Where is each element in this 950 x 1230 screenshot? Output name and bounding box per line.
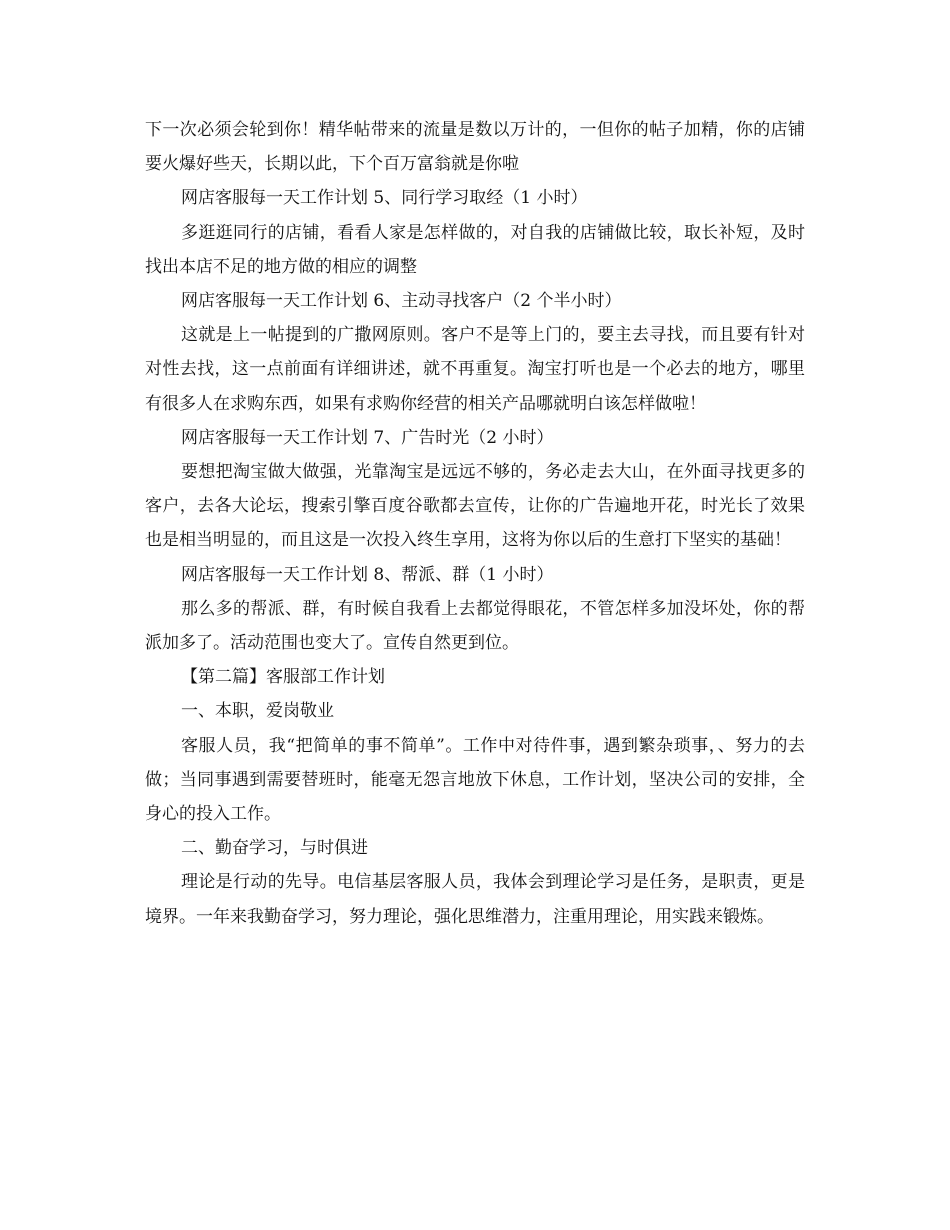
paragraph-continuation: 下一次必须会轮到你！精华帖带来的流量是数以万计的，一但你的帖子加精，你的店铺要火爆好些天，长期以此，下个百万富翁就是你啦	[145, 120, 805, 175]
heading-plan-6: 网店客服每一天工作计划 6、主动寻找客户（2 个半小时）	[181, 291, 622, 312]
paragraph-plan-6: 这就是上一帖提到的广撒网原则。客户不是等上门的，要主去寻找，而且要有针对对性去找，这一点前面有详细讲述，就不再重复。淘宝打听也是一个必去的地方，哪里有很多人在求购东西，如果有求购你经营的相关产品哪就明白该怎样做啦！	[145, 325, 805, 414]
paragraph-plan-8: 那么多的帮派、群，有时候自我看上去都觉得眼花，不管怎样多加没坏处，你的帮派加多了。活动范围也变大了。宣传自然更到位。	[145, 598, 805, 654]
paragraph-plan-5: 多逛逛同行的店铺，看看人家是怎样做的，对自我的店铺做比较，取长补短，及时找出本店不足的地方做的相应的调整	[145, 222, 805, 277]
subheading-one: 一、本职，爱岗敬业	[181, 701, 334, 722]
paragraph-two: 理论是行动的先导。电信基层客服人员，我体会到理论学习是任务，是职责，更是境界。一年来我勤奋学习，努力理论，强化思维潜力，注重用理论，用实践来锻炼。	[145, 872, 805, 927]
subheading-two: 二、勤奋学习，与时俱进	[181, 838, 368, 859]
heading-plan-5: 网店客服每一天工作计划 5、同行学习取经（1 小时）	[181, 188, 588, 209]
heading-plan-7: 网店客服每一天工作计划 7、广告时光（2 小时）	[181, 427, 554, 448]
section-title-part-two: 【第二篇】客服部工作计划	[181, 667, 385, 688]
heading-plan-8: 网店客服每一天工作计划 8、帮派、群（1 小时）	[181, 564, 554, 585]
paragraph-plan-7: 要想把淘宝做大做强，光靠淘宝是远远不够的，务必走去大山，在外面寻找更多的客户，去各大论坛，搜索引擎百度谷歌都去宣传，让你的广告遍地开花，时光长了效果也是相当明显的，而且这是一次投入终生享用，这将为你以后的生意打下坚实的基础！	[145, 462, 805, 551]
paragraph-one: 客服人员，我“把简单的事不简单”。工作中对待件事，遇到繁杂琐事，、努力的去做；当同事遇到需要替班时，能毫无怨言地放下休息，工作计划，坚决公司的安排，全身心的投入工作。	[145, 735, 805, 825]
document-body	[145, 113, 805, 934]
